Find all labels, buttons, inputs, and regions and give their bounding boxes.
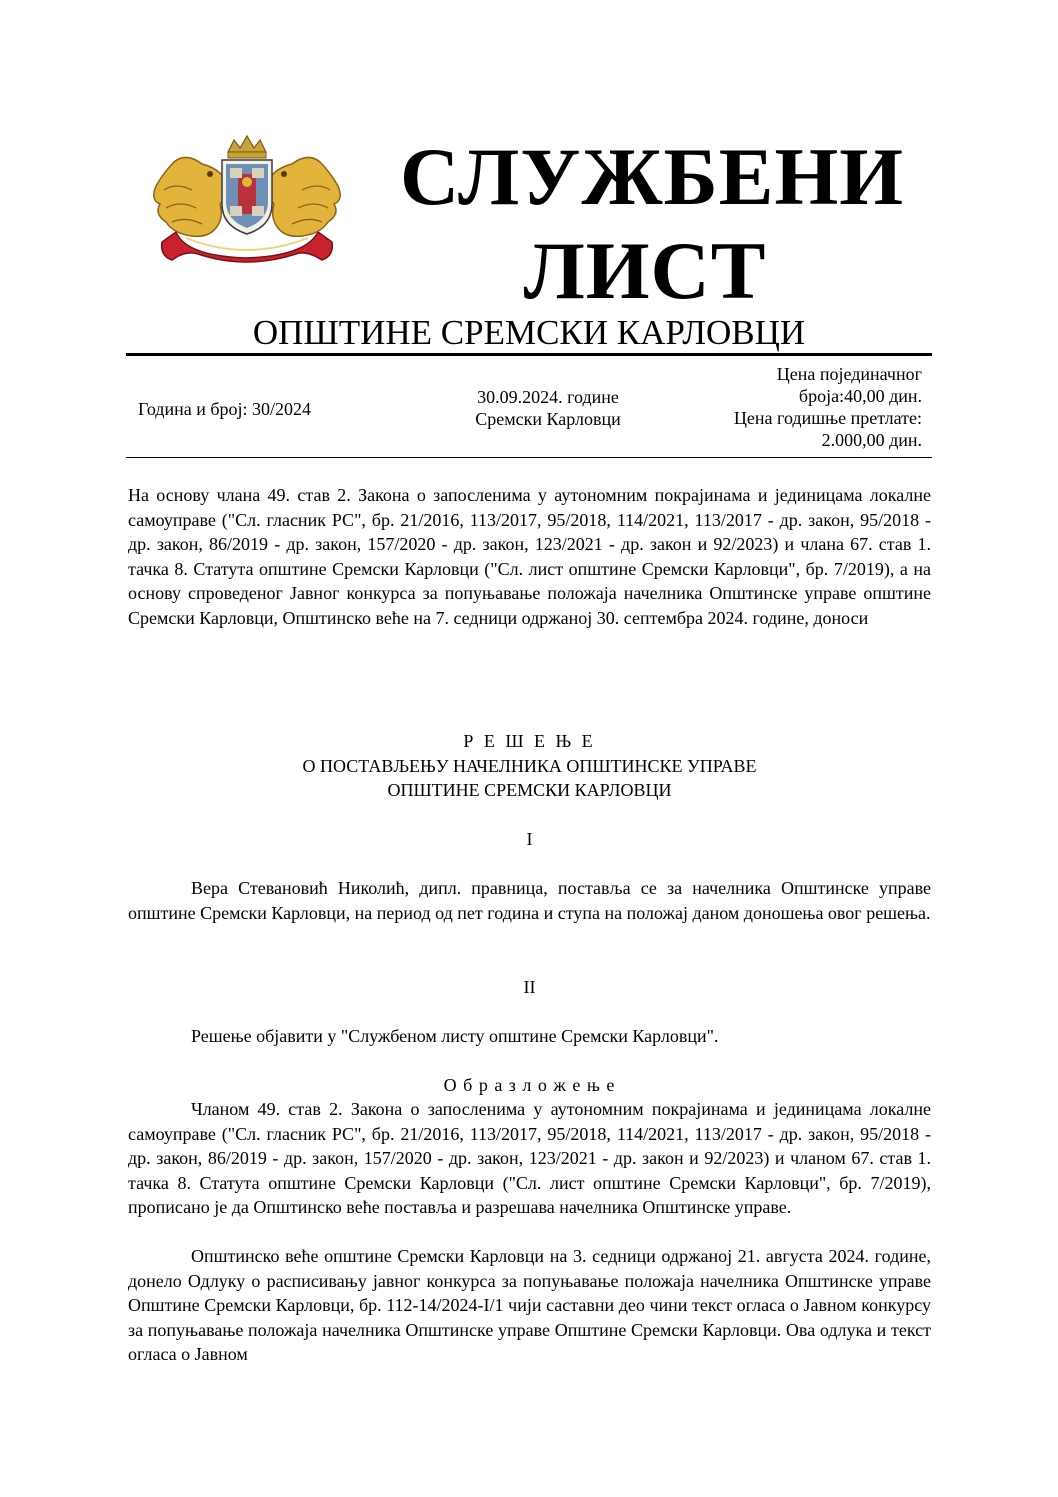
reasoning-paragraph-1: Чланом 49. став 2. Закона о запосленима у аутономним покрајинама и јединицама локалне самоуправе ("Сл. гласник РС", бр. 21/2016, 113/2017, 95/2018, 114/2021, 113/2017 - др. закон, 95/2018 - др. закон, 86/2019 - др. закон, 157/2020 - др. закон, 123/2021 - др. закон и 92/2023) и чланом 67. став 1. тачка 8. Статута општине Сремски Карловци ("Сл. лист општине Сремски Карловци", бр. 7/2019), прописано је да Општинско веће поставља и разрешава начелника Општинске управе. [128,1099,931,1218]
issue-number: Година и број: 30/2024 [138,399,312,419]
masthead-subtitle: ОПШТИНЕ СРЕМСКИ КАРЛОВЦИ [252,313,806,352]
masthead-title-line1: СЛУЖБЕНИ [400,131,905,222]
issue-date: 30.09.2024. године [477,387,619,407]
coat-of-arms-logo [146,134,348,268]
section-number-1: I [526,829,533,849]
header-divider-top [126,353,932,356]
section-1-text: Вера Стевановић Николић, дипл. правница, поставља се за начелника Општинске управе општине Сремски Карловци, на период од пет година и ступа на положај даном доношења овог решења. [128,878,931,923]
decision-title: Р Е Ш Е Њ Е [463,731,596,751]
header-divider-bottom [126,457,932,458]
masthead-title-line2: ЛИСТ [523,225,767,316]
decision-subtitle-line1: О ПОСТАВЉЕЊУ НАЧЕЛНИКА ОПШТИНСКЕ УПРАВЕ [302,756,757,776]
price-annual-line1: Цена годишње претлате: [733,408,922,428]
reasoning-paragraph-2: Општинско веће општине Сремски Карловци на 3. седници одржаној 21. августа 2024. године, донело Одлуку о расписивању јавног конкурса за попуњавање положаја начелника Општинске управе Општине Сремски Карловци, бр. 112-14/2024-I/1 чији саставни део чини текст огласа о Јавном конкурсу за попуњавање положаја начелника Општинске управе Општине Сремски Карловци. Ова одлука и текст огласа о Јавном [128,1246,931,1365]
preamble-paragraph: На основу члана 49. став 2. Закона о запосленима у аутономним покрајинама и јединицама локалне самоуправе ("Сл. гласник РС", бр. 21/2016, 113/2017, 95/2018, 114/2021, 113/2017 - др. закон, 95/2018 - др. закон, 86/2019 - др. закон, 157/2020 - др. закон, 123/2021 - др. закон и 92/2023) и члана 67. став 1. тачка 8. Статута општине Сремски Карловци ("Сл. лист општине Сремски Карловци", бр. 7/2019), а на основу спроведеног Јавног конкурса за попуњавање положаја начелника Општинске управе општине Сремски Карловци, Општинско веће на 7. седници одржаној 30. септембра 2024. године, доноси [128,485,931,628]
section-2-text: Решење објавити у "Службеном листу општине Сремски Карловци". [191,1026,719,1046]
section-number-2: II [523,977,536,997]
decision-subtitle-line2: ОПШТИНЕ СРЕМСКИ КАРЛОВЦИ [387,780,672,800]
reasoning-title: О б р а з л о ж е њ е [443,1075,616,1095]
price-single-line2: броја:40,00 дин. [798,386,922,406]
price-annual-line2: 2.000,00 дин. [821,430,922,450]
price-block [620,363,922,451]
issue-place: Сремски Карловци [475,409,621,429]
price-single-line1: Цена појединачног [776,364,922,384]
